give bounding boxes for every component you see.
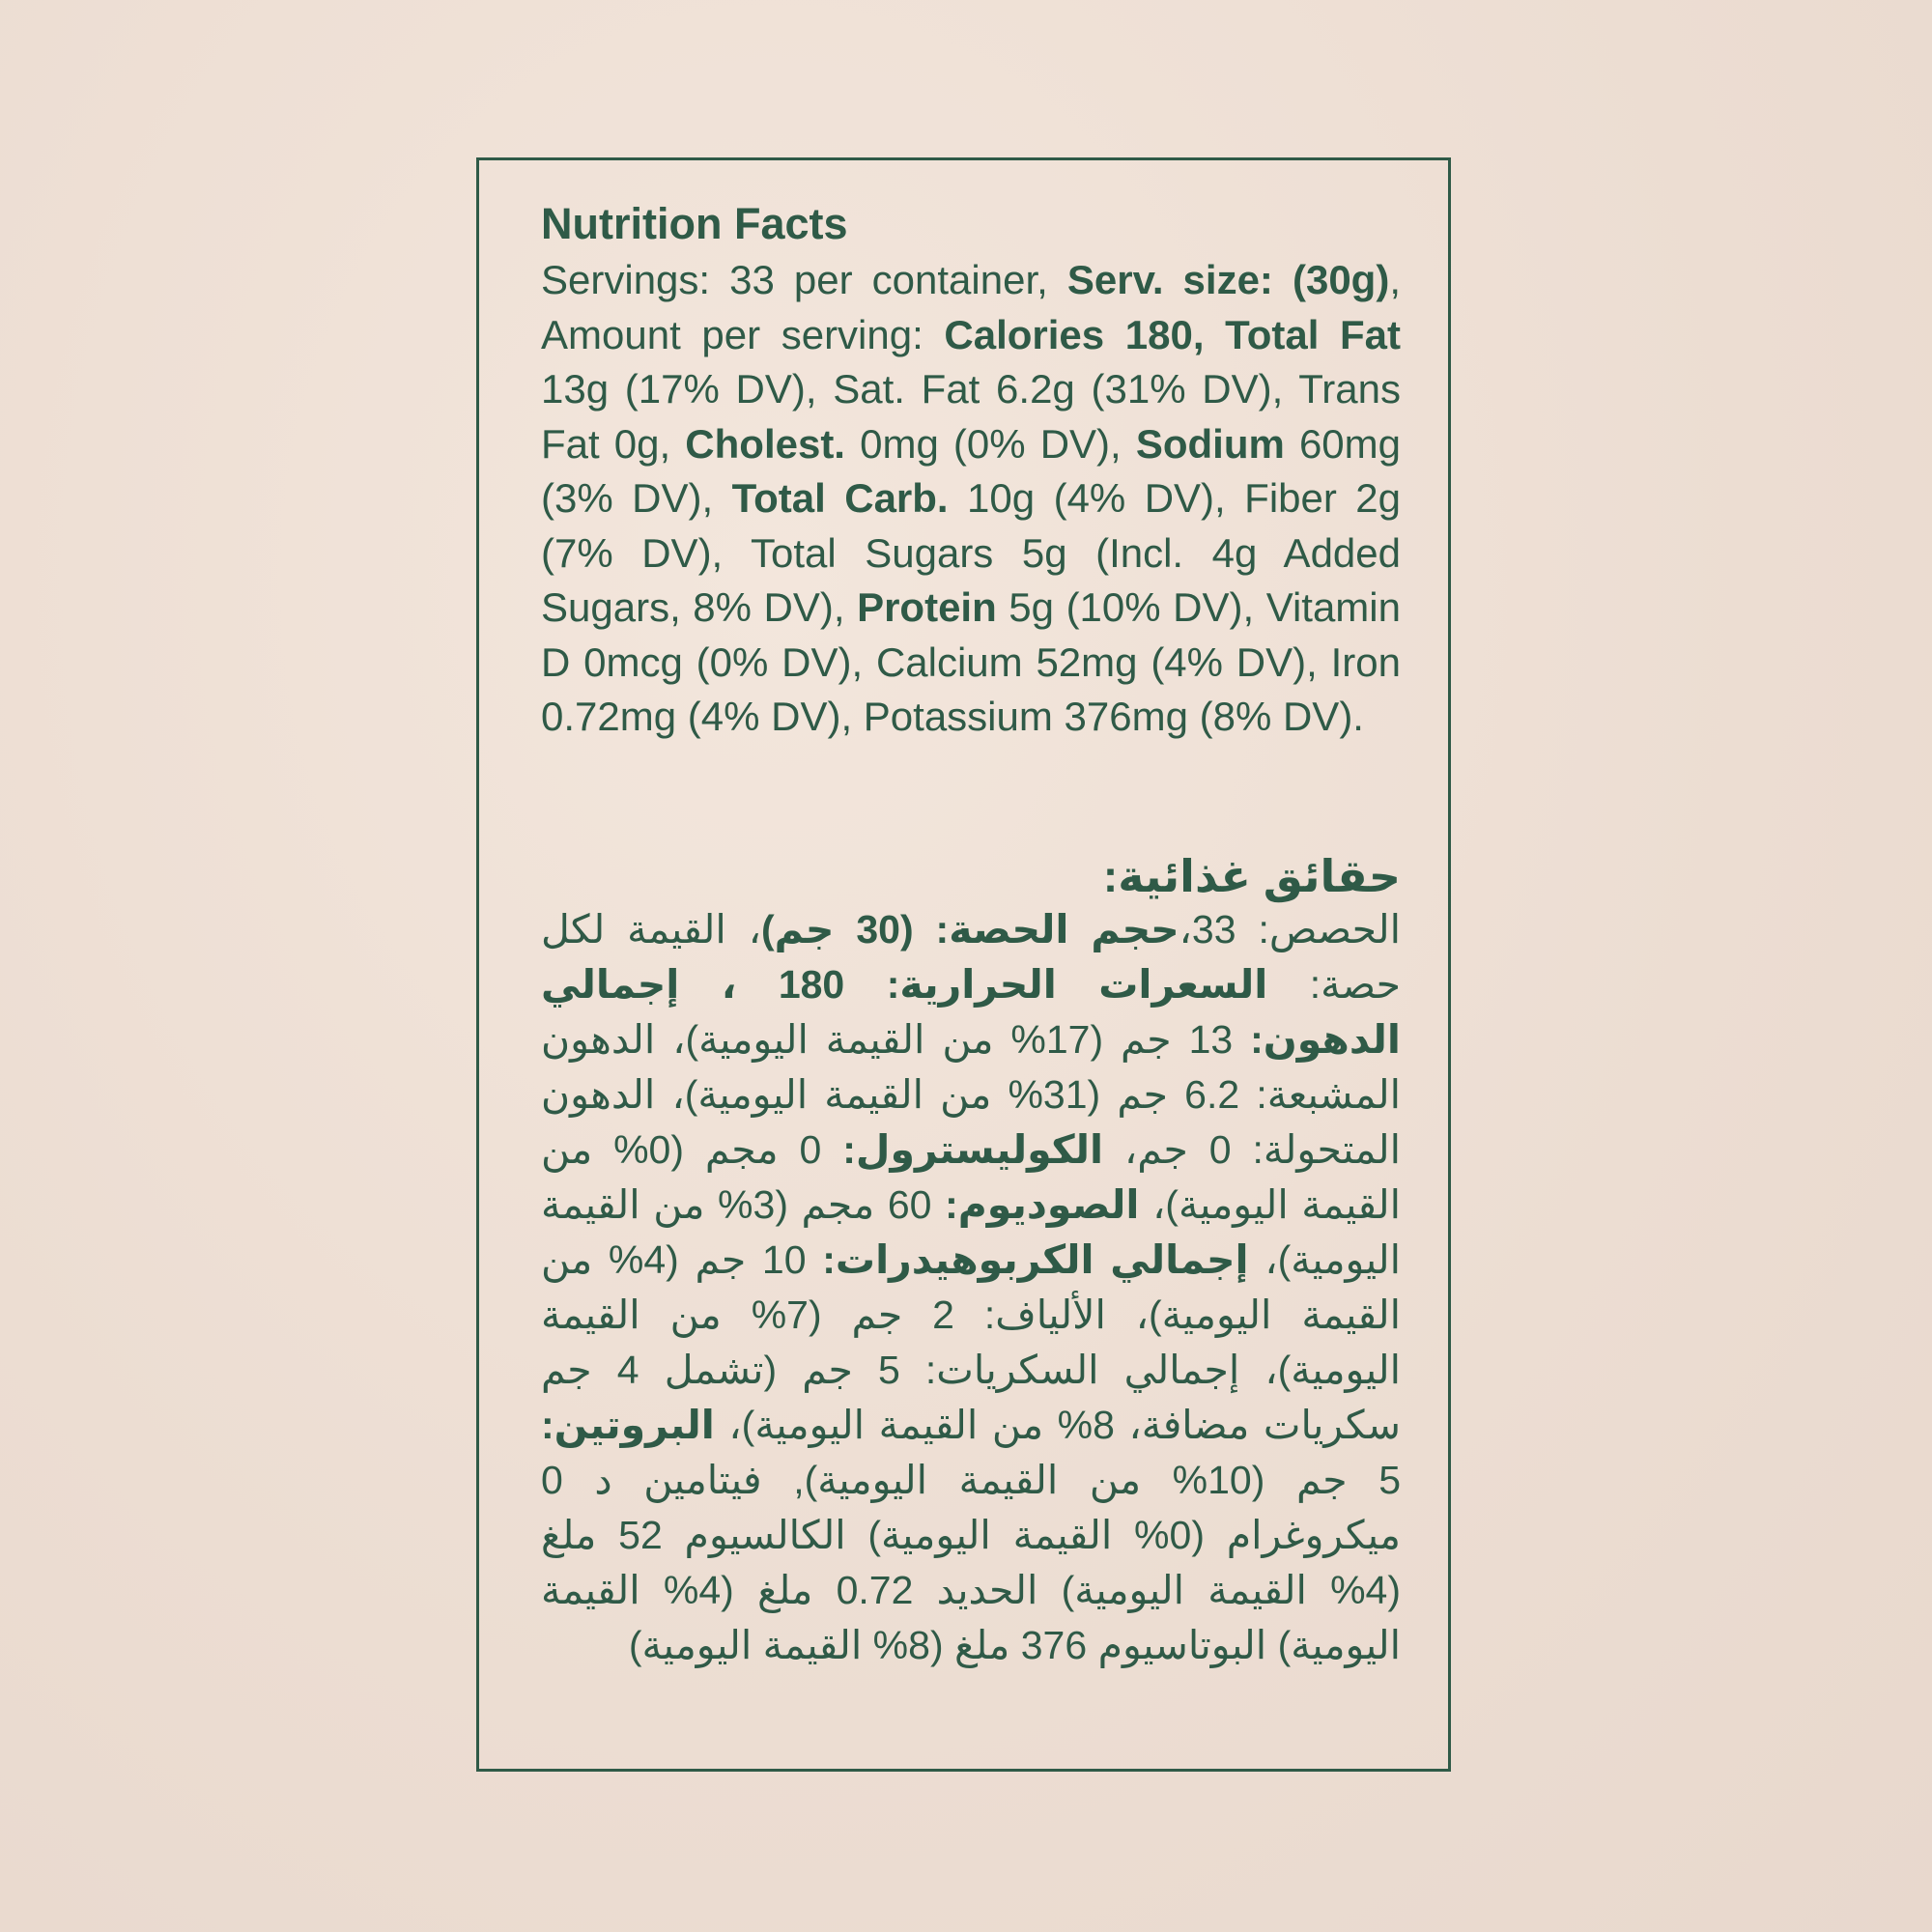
cholesterol-text: 0mg (0% DV), xyxy=(844,420,1136,467)
nutrition-facts-arabic-title: حقائق غذائية: xyxy=(1102,851,1401,901)
sodium-text-ar: 60 مجم (3% من القيمة اليومية)، xyxy=(541,1182,1401,1282)
sodium-text: 60mg (3% DV), xyxy=(541,420,1402,521)
cholesterol-text-ar: 0 مجم (0% من القيمة اليومية)، xyxy=(541,1127,1401,1227)
protein-label: Protein xyxy=(857,584,997,630)
amount-per-serving-text-ar: ، القيمة لكل حصة: xyxy=(541,907,1401,1007)
fat-text-ar: 13 جم (17% من القيمة اليومية)، الدهون المشبعة: 6.2 جم (31% من القيمة اليومية)، الدهون المتحولة: 0 جم، xyxy=(541,1017,1402,1172)
carb-text: 10g (4% DV), Fiber 2g (7% DV), Total Sugars 5g (Incl. 4g Added Sugars, 8% DV), xyxy=(541,475,1402,630)
amount-per-serving-text: , Amount per serving: xyxy=(541,257,1401,357)
protein-text: 5g (10% DV), Vitamin D 0mcg (0% DV), Calcium 52mg (4% DV), Iron 0.72mg (4% DV), Potassium 376mg (8% DV). xyxy=(541,584,1401,739)
nutrition-facts-title: Nutrition Facts xyxy=(541,199,848,248)
sodium-label-ar: الصوديوم: xyxy=(945,1182,1140,1227)
total-carb-label-ar: إجمالي الكربوهيدرات: xyxy=(822,1237,1249,1282)
calories-total-fat-label-ar: السعرات الحرارية: 180 ، إجمالي الدهون: xyxy=(541,962,1401,1062)
nutrition-facts-english-body xyxy=(541,253,1401,745)
total-carb-label: Total Carb. xyxy=(731,475,949,521)
cholesterol-label: Cholest. xyxy=(685,420,845,467)
calories-total-fat-label: Calories 180, Total Fat xyxy=(944,311,1401,357)
servings-text: Servings: 33 per container, xyxy=(541,257,1067,302)
serving-size-label: Serv. size: (30g) xyxy=(1066,257,1390,302)
carb-text-ar: 10 جم (4% من القيمة اليومية)، الألياف: 2 جم (7% من القيمة اليومية)، إجمالي السكريات: 5 جم (تشمل 4 جم سكريات مضافة، 8% من القيمة اليومية)، xyxy=(541,1237,1402,1447)
cholesterol-label-ar: الكوليسترول: xyxy=(842,1127,1104,1172)
sodium-label: Sodium xyxy=(1135,420,1285,467)
nutrition-facts-arabic-body xyxy=(541,902,1401,1673)
fat-text: 13g (17% DV), Sat. Fat 6.2g (31% DV), Trans Fat 0g, xyxy=(541,366,1401,467)
servings-text-ar: الحصص: 33، xyxy=(1179,907,1401,952)
protein-text-ar: 5 جم (10% من القيمة اليومية), فيتامين د 0 ميكروغرام (0% القيمة اليومية) الكالسيوم 52 ملغ (4% القيمة اليومية) الحديد 0.72 ملغ (4% القيمة اليومية) البوتاسيوم 376 ملغ (8% القيمة اليومية) xyxy=(541,1458,1401,1667)
serving-size-label-ar: حجم الحصة: (30 جم) xyxy=(761,907,1179,952)
protein-label-ar: البروتين: xyxy=(541,1403,715,1447)
